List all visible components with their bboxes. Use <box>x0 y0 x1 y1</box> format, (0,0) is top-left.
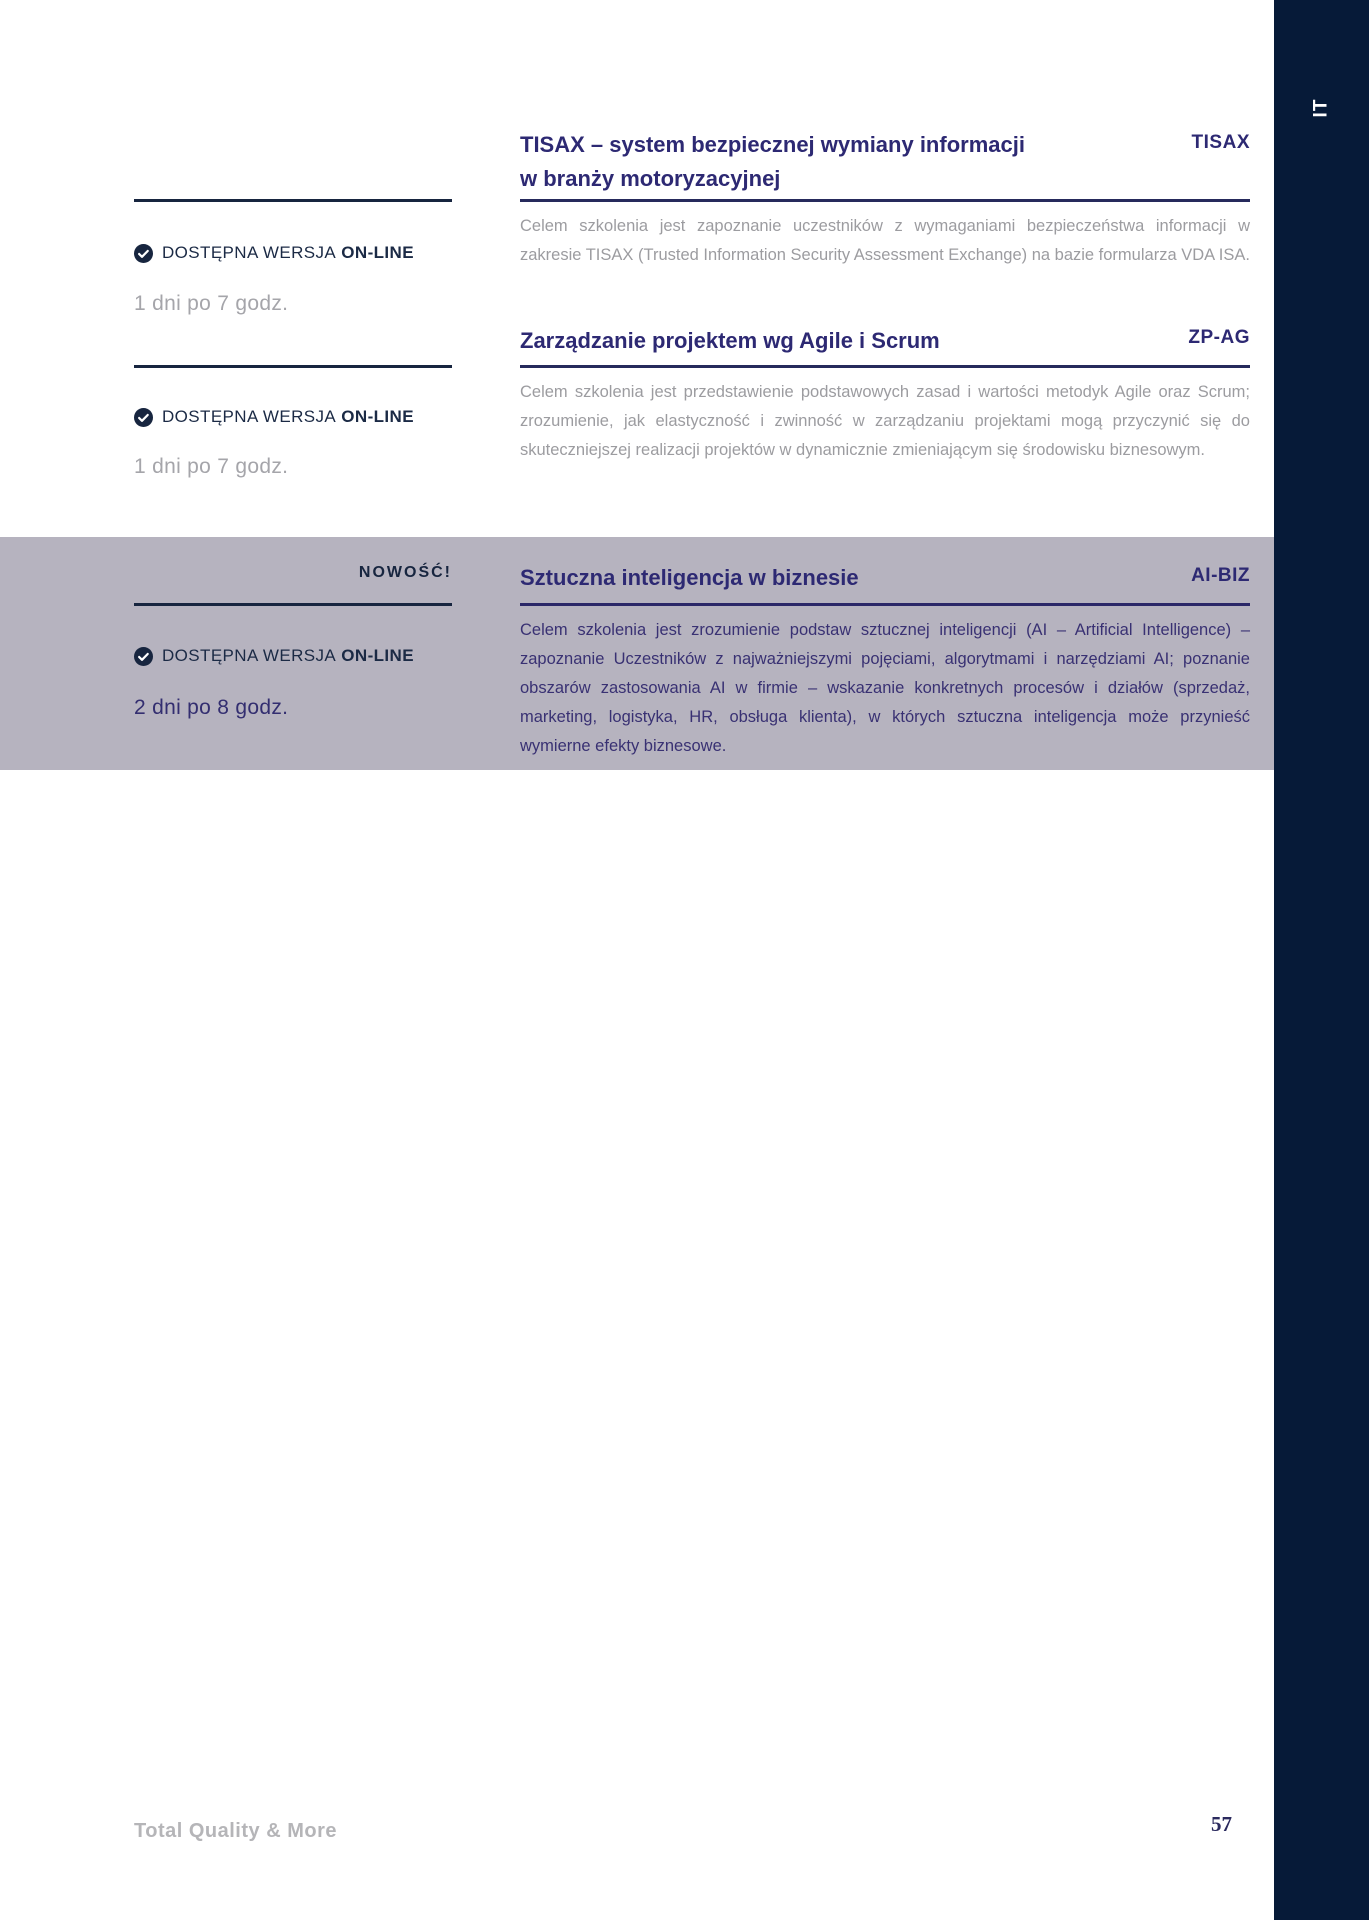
online-badge-label: DOSTĘPNA WERSJA <box>162 646 337 665</box>
divider-line <box>134 199 452 202</box>
footer-brand: Total Quality & More <box>134 1820 337 1842</box>
check-circle-icon <box>134 647 153 666</box>
course-duration: 1 dni po 7 godz. <box>134 455 289 478</box>
course-title-line-2: w branży motoryzacyjnej <box>520 166 781 191</box>
online-badge-text <box>162 407 414 427</box>
course-code: TISAX <box>1191 132 1250 153</box>
online-badge-label: DOSTĘPNA WERSJA <box>162 243 337 262</box>
check-circle-icon <box>134 244 153 263</box>
divider-line <box>134 365 452 368</box>
divider-line <box>134 603 452 606</box>
divider-line <box>520 603 1250 606</box>
course-code: AI-BIZ <box>1191 565 1250 586</box>
check-circle-icon <box>134 408 153 427</box>
course-title: Sztuczna inteligencja w biznesie <box>520 565 859 590</box>
online-badge-bold: ON-LINE <box>341 243 414 262</box>
course-title-line-1: TISAX – system bezpiecznej wymiany informacji <box>520 132 1025 157</box>
divider-line <box>520 365 1250 368</box>
online-badge-text <box>162 243 414 263</box>
online-version-badge <box>134 407 414 427</box>
new-course-flag: NOWOŚĆ! <box>358 564 452 581</box>
online-badge-label: DOSTĘPNA WERSJA <box>162 407 337 426</box>
divider-line <box>520 199 1250 202</box>
online-version-badge <box>134 243 414 263</box>
sidebar-label-wrap <box>1274 84 1369 132</box>
course-description: Celem szkolenia jest zrozumienie podstaw sztucznej inteligencji (AI – Artificial Intelligence) – zapoznanie Uczestników z najważniejszymi pojęciami, algorytmami i narzędziami AI; poznanie obszarów zastosowania AI w firmie – wskazanie konkretnych procesów i działów (sprzedaż, marketing, logistyka, HR, obsługa klienta), w których sztuczna inteligencja może przynieść wymierne efekty biznesowe. <box>520 621 1250 755</box>
course-title: Zarządzanie projektem wg Agile i Scrum <box>520 328 940 353</box>
online-badge-text <box>162 646 414 666</box>
online-badge-bold: ON-LINE <box>341 407 414 426</box>
section-sidebar <box>1274 0 1369 1920</box>
online-version-badge <box>134 646 414 666</box>
course-duration: 2 dni po 8 godz. <box>134 696 289 719</box>
course-description: Celem szkolenia jest przedstawienie podstawowych zasad i wartości metodyk Agile oraz Scrum; zrozumienie, jak elastyczność i zwinność w zarządzaniu projektami mogą przyczynić się do skuteczniejszej realizacji projektów w dynamicznie zmieniającym się środowisku biznesowym. <box>520 383 1250 459</box>
online-badge-bold: ON-LINE <box>341 646 414 665</box>
sidebar-section-label: IT <box>1310 98 1332 118</box>
page-number: 57 <box>1211 1812 1232 1836</box>
course-code: ZP-AG <box>1188 327 1250 348</box>
course-description: Celem szkolenia jest zapoznanie uczestników z wymaganiami bezpieczeństwa informacji w zakresie TISAX (Trusted Information Security Assessment Exchange) na bazie formularza VDA ISA. <box>520 217 1250 264</box>
course-duration: 1 dni po 7 godz. <box>134 292 289 315</box>
